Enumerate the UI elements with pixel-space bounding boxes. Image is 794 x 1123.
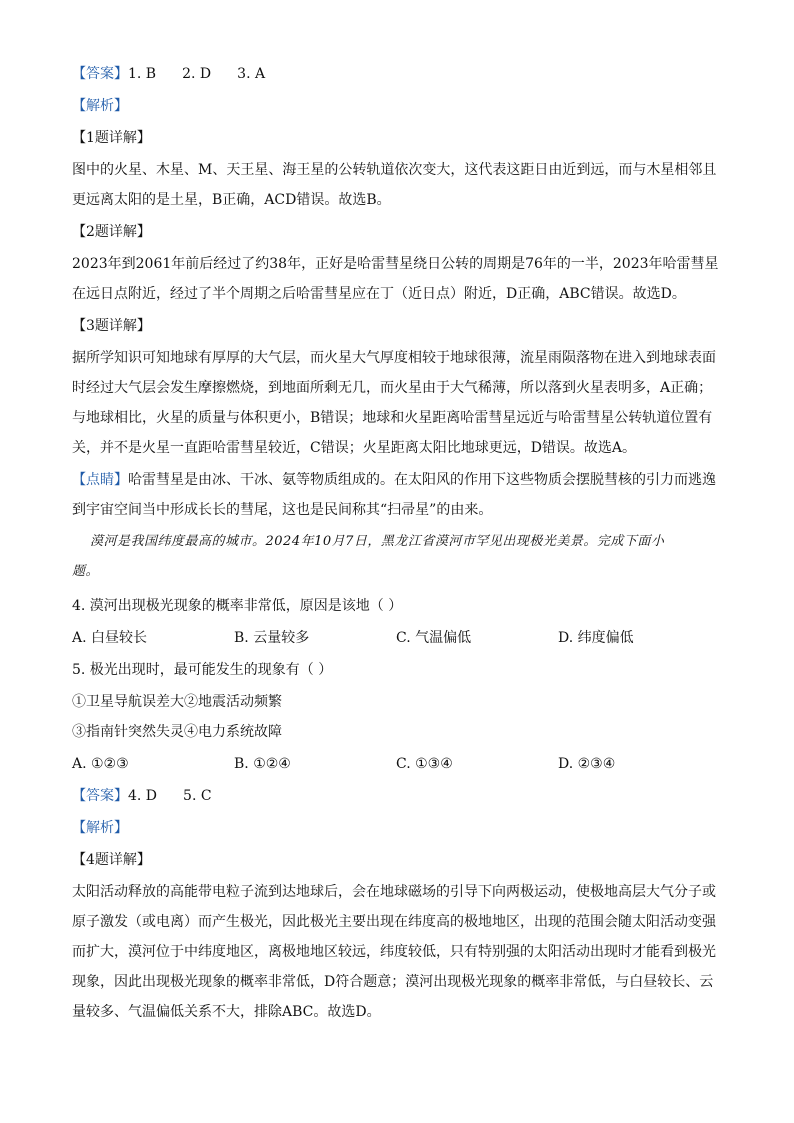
q4-detail-line: 而扩大，漠河位于中纬度地区，离极地地区较远，纬度较低，只有特别强的太阳活动出现时才能看到极光 (72, 944, 716, 960)
q5-stem: 5. 极光出现时，最可能发生的现象有（ ） (72, 662, 333, 678)
q5-item-line: ①卫星导航误差大②地震活动频繁 (72, 694, 282, 710)
tip-line (72, 470, 716, 490)
q4-detail-line: 太阳活动释放的高能带电粒子流到达地球后，会在地球磁场的引导下向两极运动，使极地高层大气分子或 (72, 884, 716, 900)
tip-text: 哈雷彗星是由冰、干冰、氨等物质组成的。在太阳风的作用下这些物质会摆脱彗核的引力而逃逸 (128, 472, 716, 488)
q1-detail-label: 【1题详解】 (72, 130, 151, 146)
analysis-label: 【解析】 (72, 820, 128, 836)
answer-item: 3. A (237, 66, 266, 82)
q3-detail-line: 据所学知识可知地球有厚厚的大气层，而火星大气厚度相较于地球很薄，流星雨陨落物在进入到地球表面 (72, 350, 716, 366)
q3-detail-line: 关，并不是火星一直距哈雷彗星较近，C错误；火星距离太阳比地球更远，D错误。故选A。 (72, 440, 637, 456)
q5-option-c: C. ①③④ (396, 756, 453, 772)
q4-detail-line: 量较多、气温偏低关系不大，排除ABC。故选D。 (72, 1004, 381, 1020)
q4-option-a: A. 白昼较长 (72, 630, 148, 646)
q3-detail-label: 【3题详解】 (72, 318, 151, 334)
q2-detail-line: 2023年到2061年前后经过了约38年，正好是哈雷彗星绕日公转的周期是76年的一半，2023年哈雷彗星 (72, 256, 719, 272)
q5-option-d: D. ②③④ (558, 756, 616, 772)
q4-option-c: C. 气温偏低 (396, 630, 472, 646)
intro-line: 题。 (72, 564, 100, 579)
analysis-label: 【解析】 (72, 98, 128, 114)
answer-line-1 (72, 64, 291, 84)
q1-detail-line: 图中的火星、木星、M、天王星、海王星的公转轨道依次变大，这代表这距日由近到远，而与木星相邻且 (72, 162, 717, 178)
answer-item: 1. B (128, 66, 157, 82)
answer-label: 【答案】 (72, 788, 128, 804)
q3-detail-line: 时经过大气层会发生摩擦燃烧，到地面所剩无几，而火星由于大气稀薄，所以落到火星表明多，A正确； (72, 380, 713, 396)
answer-item: 4. D (128, 788, 158, 804)
answer-label: 【答案】 (72, 66, 128, 82)
q2-detail-line: 在远日点附近，经过了半个周期之后哈雷彗星应在丁（近日点）附近，D正确，ABC错误。故选D。 (72, 286, 686, 302)
q4-detail-label: 【4题详解】 (72, 852, 151, 868)
q3-detail-line: 与地球相比，火星的质量与体积更小，B错误；地球和火星距离哈雷彗星远近与哈雷彗星公转轨道位置有 (72, 410, 713, 426)
q4-option-b: B. 云量较多 (234, 630, 310, 646)
answer-item: 5. C (183, 788, 212, 804)
answer-item: 2. D (182, 66, 212, 82)
q4-option-d: D. 纬度偏低 (558, 630, 634, 646)
tip-label: 【点睛】 (72, 472, 128, 488)
q5-option-a: A. ①②③ (72, 756, 129, 772)
tip-line: 到宇宙空间当中形成长长的彗尾，这也是民间称其“扫帚星”的由来。 (72, 502, 493, 518)
q4-stem: 4. 漠河出现极光现象的概率非常低，原因是该地（ ） (72, 598, 403, 614)
q5-option-b: B. ①②④ (234, 756, 291, 772)
q4-detail-line: 现象，因此出现极光现象的概率非常低，D符合题意；漠河出现极光现象的概率非常低，与白昼较长、云 (72, 974, 714, 990)
q1-detail-line: 更远离太阳的是土星，B正确，ACD错误。故选B。 (72, 192, 391, 208)
q2-detail-label: 【2题详解】 (72, 224, 151, 240)
q5-item-line: ③指南针突然失灵④电力系统故障 (72, 724, 282, 740)
intro-line: 漠河是我国纬度最高的城市。2024年10月7日，黑龙江省漠河市罕见出现极光美景。完成下面小 (90, 534, 665, 549)
answer-line-2 (72, 786, 238, 806)
q4-detail-line: 原子激发（或电离）而产生极光，因此极光主要出现在纬度高的极地地区，出现的范围会随太阳活动变强 (72, 914, 716, 930)
